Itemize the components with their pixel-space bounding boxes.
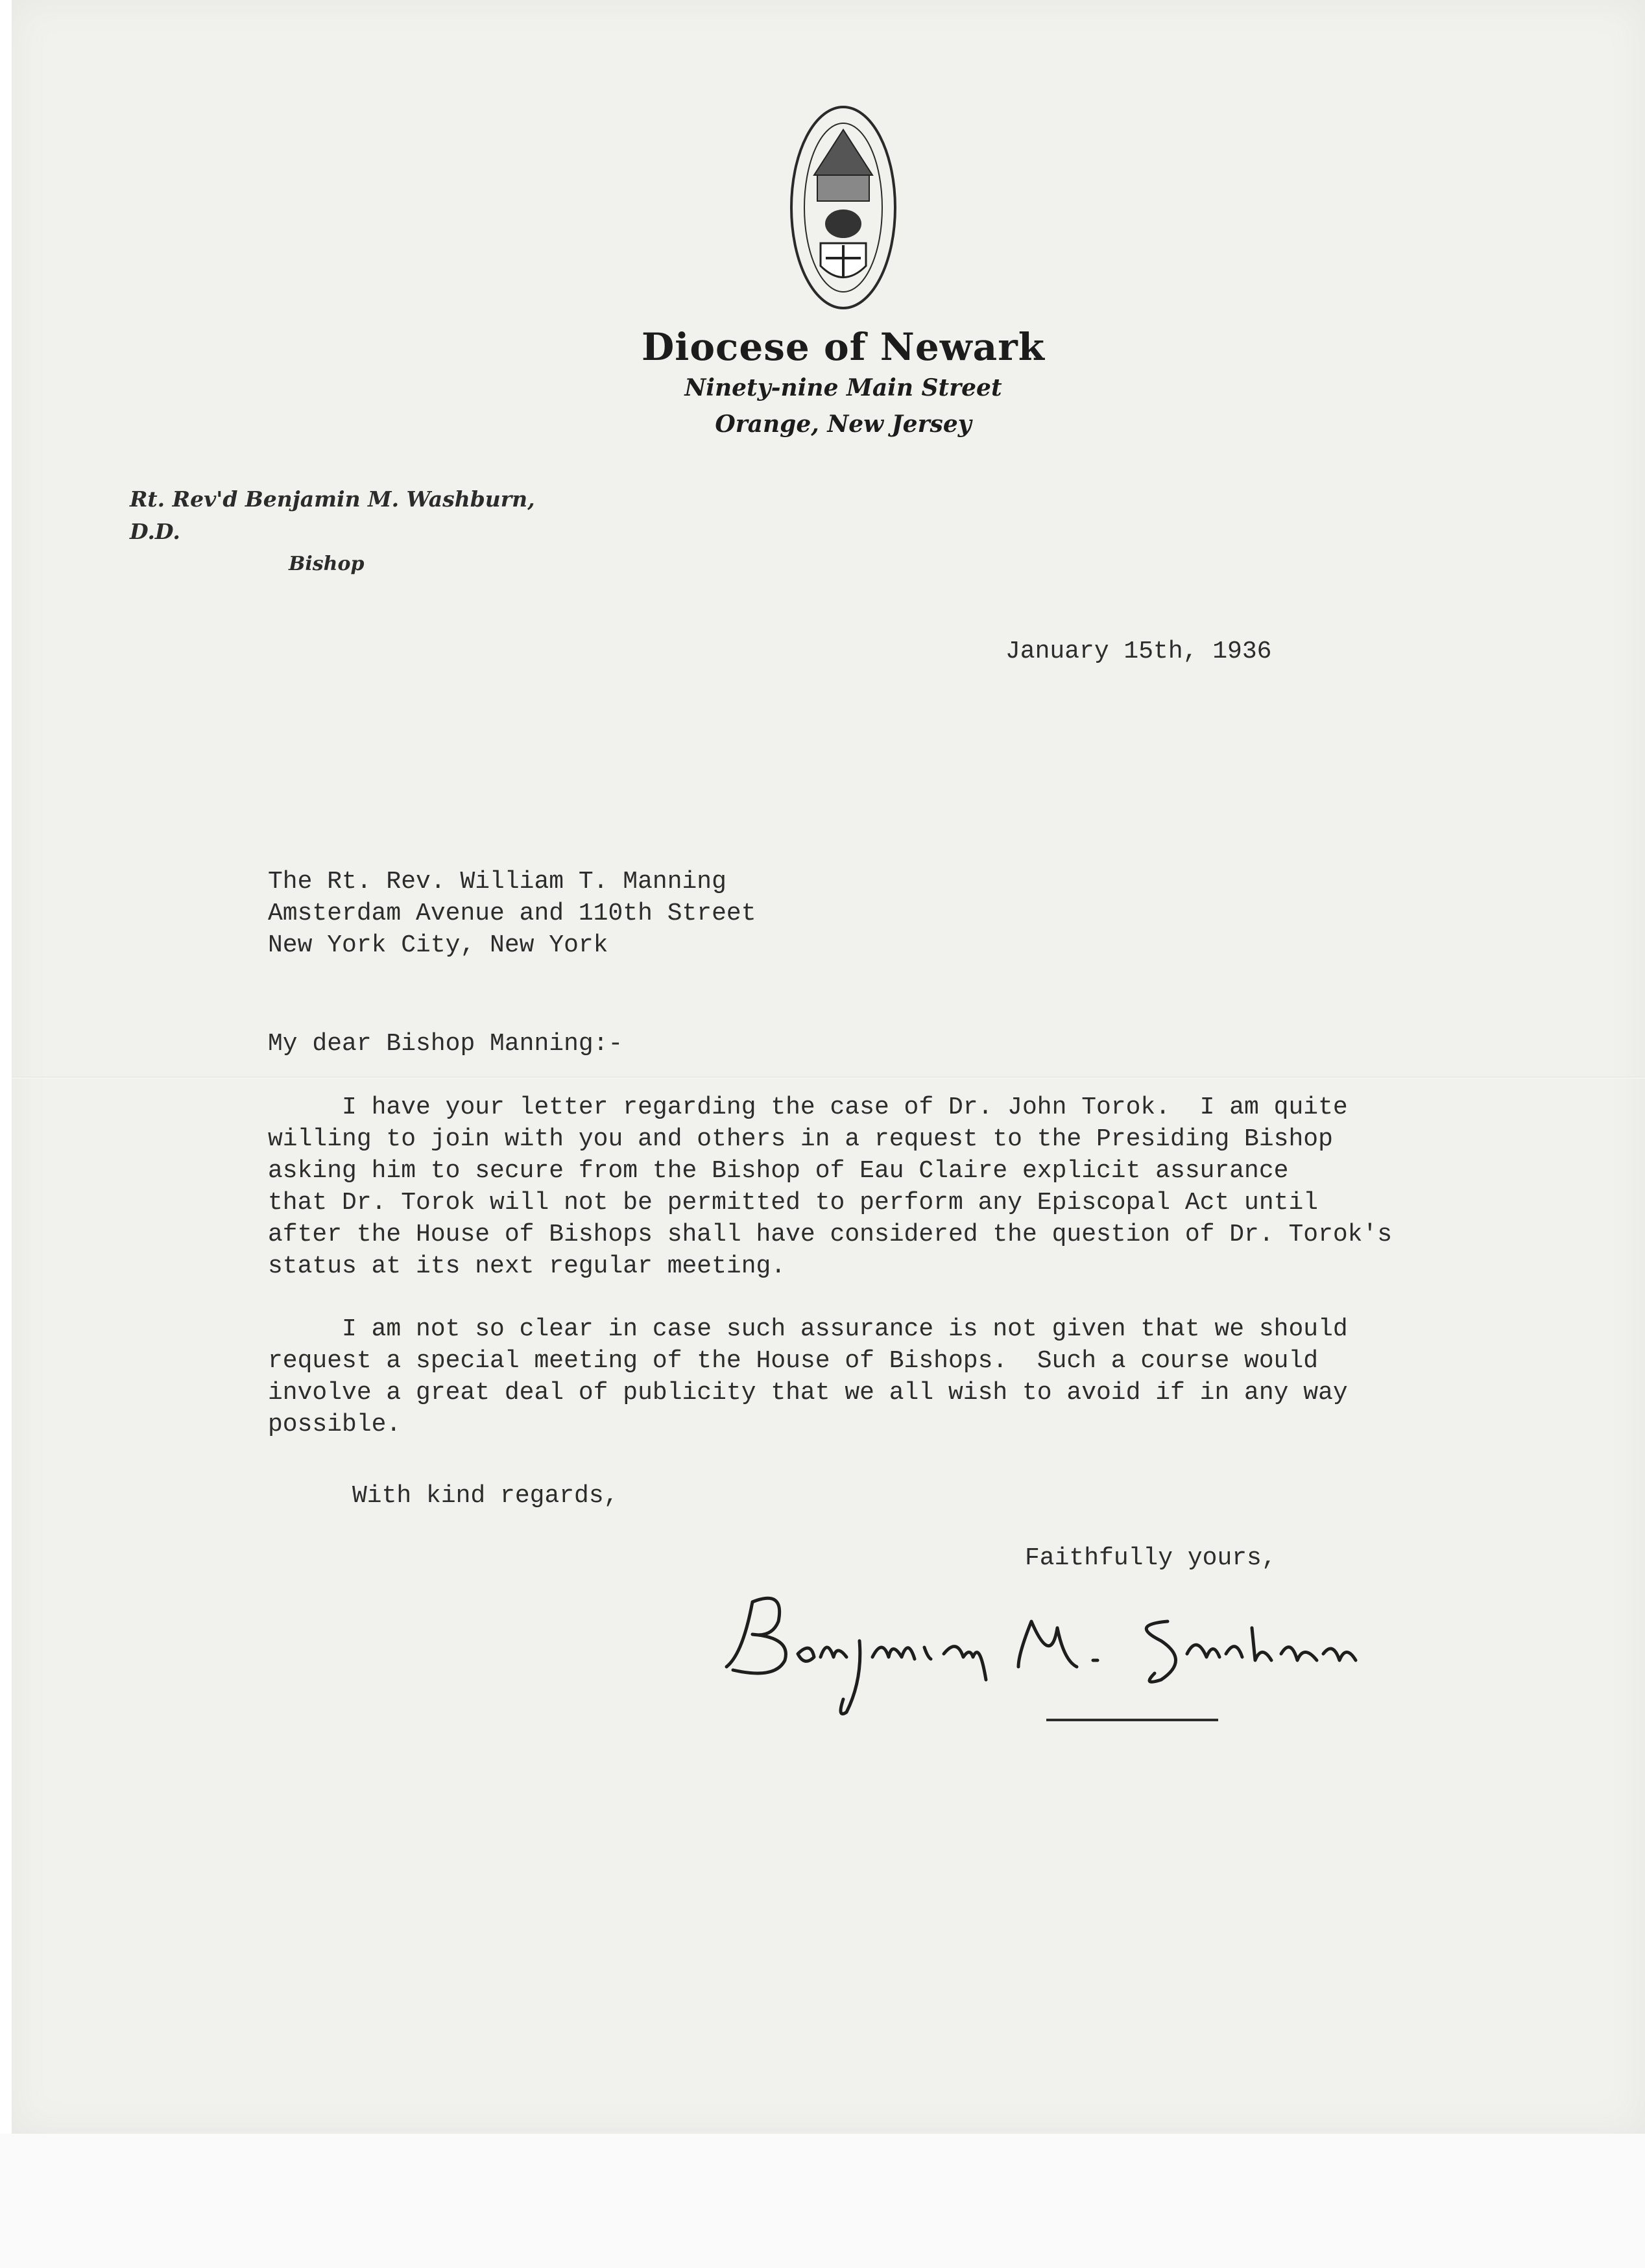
body-line: request a special meeting of the House of Bishops. Such a course would <box>268 1347 1319 1375</box>
sender-title: Bishop <box>289 553 365 575</box>
body-line: that Dr. Torok will not be permitted to perform any Episcopal Act until <box>268 1189 1319 1217</box>
closing-line: Faithfully yours, <box>1025 1544 1277 1572</box>
body-line: possible. <box>268 1411 402 1438</box>
letter-date: January 15th, 1936 <box>1005 638 1272 665</box>
body-line: asking him to secure from the Bishop of Eau Claire explicit assurance <box>268 1157 1289 1185</box>
diocese-seal-icon <box>788 104 898 311</box>
body-line: I am not so clear in case such assurance is not given that we should <box>268 1315 1348 1343</box>
diocese-name: Diocese of Newark <box>642 325 1045 369</box>
body-line: I have your letter regarding the case of Dr. John Torok. I am quite <box>268 1093 1348 1121</box>
body-line: status at its next regular meeting. <box>268 1252 786 1280</box>
sender-name: Rt. Rev'd Benjamin M. Washburn, D.D. <box>130 486 535 544</box>
recipient-line: The Rt. Rev. William T. Manning <box>268 868 726 896</box>
body-line: involve a great deal of publicity that we all wish to avoid if in any way <box>268 1379 1348 1407</box>
body-line: after the House of Bishops shall have considered the question of Dr. Torok's <box>268 1221 1393 1248</box>
handwritten-signature <box>714 1576 1427 1738</box>
salutation: My dear Bishop Manning:- <box>268 1030 623 1058</box>
scan-margin <box>0 2134 1645 2268</box>
letterhead-street: Ninety-nine Main Street <box>684 374 1002 401</box>
regards-line: With kind regards, <box>352 1482 619 1510</box>
letter-page <box>12 0 1645 2134</box>
sender-block <box>130 483 551 580</box>
recipient-line: New York City, New York <box>268 931 608 959</box>
signature-underline <box>1046 1719 1218 1721</box>
fold-crease <box>12 1077 1645 1079</box>
body-line: willing to join with you and others in a request to the Presiding Bishop <box>268 1125 1333 1153</box>
letterhead-city: Orange, New Jersey <box>715 411 972 438</box>
recipient-line: Amsterdam Avenue and 110th Street <box>268 900 756 927</box>
letterhead <box>584 324 1103 442</box>
